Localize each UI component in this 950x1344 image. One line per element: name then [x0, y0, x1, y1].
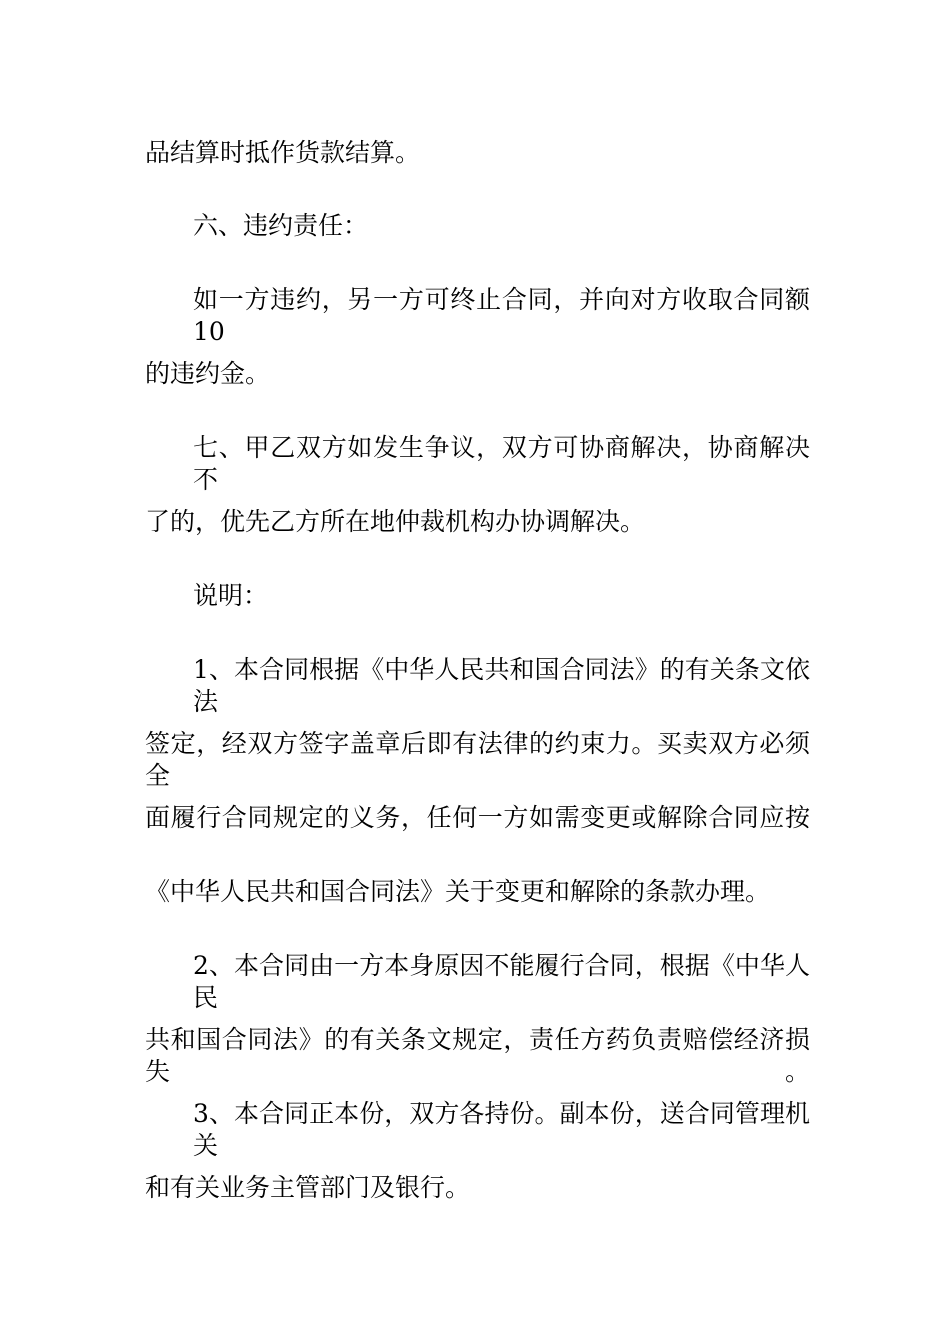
text-line: 3、本合同正本份，双方各持份。副本份，送合同管理机关	[193, 1099, 810, 1160]
text-line: 共和国合同法》的有关条文规定，责任方药负责赔偿经济损失。	[145, 1025, 810, 1086]
text-line: 如一方违约，另一方可终止合同，并向对方收取合同额 10	[193, 285, 810, 346]
text-line: 《中华人民共和国合同法》关于变更和解除的条款办理。	[145, 877, 771, 906]
text-line: 面履行合同规定的义务，任何一方如需变更或解除合同应按	[145, 803, 810, 832]
section-heading-notes: 说明：	[193, 581, 269, 610]
text-line: 签定，经双方签字盖章后即有法律的约束力。买卖双方必须全	[145, 729, 810, 790]
text-line: 的违约金。	[145, 359, 271, 388]
text-line: 了的，优先乙方所在地仲裁机构办协调解决。	[145, 507, 646, 536]
text-line: 1、本合同根据《中华人民共和国合同法》的有关条文依法	[193, 655, 810, 716]
section-heading-breach: 六、违约责任：	[193, 211, 369, 240]
text-line: 品结算时抵作货款结算。	[145, 138, 421, 167]
text-line: 和有关业务主管部门及银行。	[145, 1173, 471, 1202]
text-line: 2、本合同由一方本身原因不能履行合同，根据《中华人民	[193, 951, 810, 1012]
text-line: 七、甲乙双方如发生争议，双方可协商解决，协商解决不	[193, 433, 810, 494]
